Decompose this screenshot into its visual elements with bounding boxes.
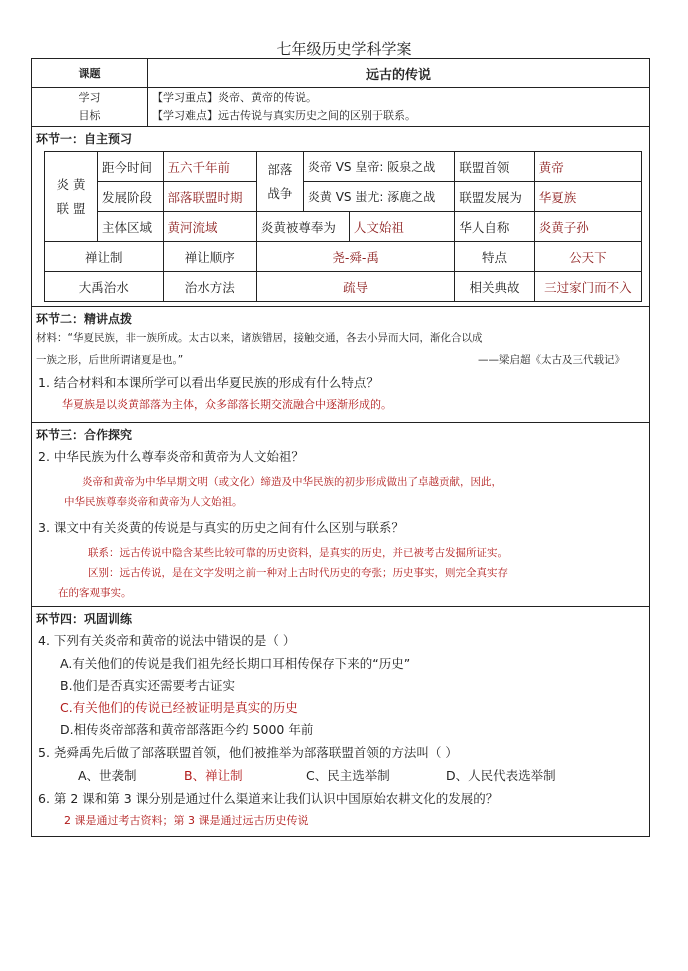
cell-r1-1: 距今时间 bbox=[98, 152, 164, 182]
cell-r1-2: 五六千年前 bbox=[163, 152, 256, 182]
answer-3-line-1: 联系：远古传说中隐含某些比较可靠的历史资料，是真实的历史，并已被考古发掘所证实。 bbox=[88, 547, 508, 559]
q5-option-b: B、禅让制 bbox=[184, 768, 243, 783]
cell-r5-2: 治水方法 bbox=[163, 272, 256, 302]
cell-r1-3: 部落 bbox=[267, 161, 293, 177]
answer-3-line-2: 区别：远古传说，是在文字发明之前一种对上古时代历史的夸张；历史事实，则完全真实存 bbox=[88, 567, 508, 579]
goal-key: 【学习重点】炎帝、黄帝的传说。 bbox=[152, 91, 317, 104]
goal-text bbox=[148, 88, 650, 127]
cell-r2-5: 联盟发展为 bbox=[455, 182, 534, 212]
cell-r2-6: 华夏族 bbox=[534, 182, 641, 212]
cell-r3-3 bbox=[256, 212, 454, 242]
question-3: 3. 课文中有关炎黄的传说是与真实的历史之间有什么区别与联系？ bbox=[38, 520, 404, 535]
cell-r3-4: 人文始祖 bbox=[353, 219, 404, 235]
material-source: ——梁启超《太古及三代载记》 bbox=[478, 354, 625, 366]
cell-r5-4: 相关典故 bbox=[455, 272, 534, 302]
q5-option-c: C、民主选举制 bbox=[306, 768, 390, 783]
cell-buluo-zhanzheng bbox=[256, 152, 303, 212]
question-6: 6. 第 2 课和第 3 课分别是通过什么渠道来让我们认识中国原始农耕文化的发展的？ bbox=[38, 791, 499, 806]
section-3 bbox=[32, 422, 649, 606]
cell-r4-1: 禅让制 bbox=[45, 242, 164, 272]
answer-3-line-3: 在的客观事实。 bbox=[58, 587, 132, 599]
side-label-1: 炎 黄 bbox=[56, 176, 86, 192]
section-2 bbox=[32, 306, 649, 422]
cell-r5-3: 疏导 bbox=[256, 272, 454, 302]
question-4-option-b: B.他们是否真实还需要考古证实 bbox=[60, 678, 236, 693]
material-line-1: 材料：“华夏民族，非一族所成。太古以来，诸族错居，接触交通，各去小异而大同，渐化合以成 bbox=[36, 332, 483, 344]
preview-table bbox=[44, 151, 642, 302]
goal-label-line-2: 目标 bbox=[78, 109, 101, 122]
answer-1: 华夏族是以炎黄部落为主体，众多部落长期交流融合中逐渐形成的。 bbox=[62, 398, 392, 411]
cell-r3-5: 华人自称 bbox=[455, 212, 534, 242]
answer-2-line-2: 中华民族尊奉炎帝和黄帝为人文始祖。 bbox=[64, 496, 243, 508]
topic-value: 远古的传说 bbox=[148, 59, 650, 88]
document-title: 七年级历史学科学案 bbox=[276, 40, 412, 58]
cell-r2-4: 炎黄 VS 蚩尤: 涿鹿之战 bbox=[303, 182, 454, 212]
goal-difficulty: 【学习难点】远古传说与真实历史之间的区别于联系。 bbox=[152, 109, 416, 122]
goal-label-line-1: 学习 bbox=[78, 91, 101, 104]
question-4-option-a: A.有关他们的传说是我们祖先经长期口耳相传保存下来的“历史” bbox=[60, 656, 411, 671]
side-label-2: 联 盟 bbox=[56, 200, 86, 216]
section-4-heading: 环节四：巩固训练 bbox=[36, 612, 133, 626]
cell-r1-6: 黄帝 bbox=[534, 152, 641, 182]
question-2: 2. 中华民族为什么尊奉炎帝和黄帝为人文始祖？ bbox=[38, 449, 304, 464]
cell-r2-2: 部落联盟时期 bbox=[163, 182, 256, 212]
cell-r4-4: 特点 bbox=[455, 242, 534, 272]
question-1: 1. 结合材料和本课所学可以看出华夏民族的形成有什么特点？ bbox=[38, 375, 379, 390]
cell-r5-5: 三过家门而不入 bbox=[534, 272, 641, 302]
section-3-heading: 环节三：合作探究 bbox=[36, 428, 133, 442]
section-2-heading: 环节二：精讲点拨 bbox=[36, 312, 133, 326]
question-5-options bbox=[32, 765, 649, 787]
cell-r5-1: 大禹治水 bbox=[45, 272, 164, 302]
cell-r3-6: 炎黄子孙 bbox=[534, 212, 641, 242]
cell-r4-5: 公天下 bbox=[534, 242, 641, 272]
cell-r2-3: 战争 bbox=[267, 185, 293, 201]
material-line-2 bbox=[32, 349, 649, 371]
q5-option-a: A、世袭制 bbox=[78, 768, 137, 783]
cell-r3-2: 黄河流域 bbox=[163, 212, 256, 242]
topic-label: 课题 bbox=[32, 59, 148, 88]
section-1 bbox=[32, 126, 649, 302]
worksheet bbox=[31, 58, 650, 837]
cell-r4-2: 禅让顺序 bbox=[163, 242, 256, 272]
cell-r2-1: 发展阶段 bbox=[98, 182, 164, 212]
cell-r3-1: 主体区域 bbox=[98, 212, 164, 242]
answer-6: 2 课是通过考古资料；第 3 课是通过远古历史传说 bbox=[64, 814, 309, 827]
cell-r1-5: 联盟首领 bbox=[455, 152, 534, 182]
section-1-heading: 环节一：自主预习 bbox=[36, 132, 133, 146]
answer-2-line-1: 炎帝和黄帝为中华早期文明（或文化）缔造及中华民族的初步形成做出了卓越贡献，因此， bbox=[82, 476, 502, 488]
section-4 bbox=[32, 606, 649, 836]
question-4-option-d: D.相传炎帝部落和黄帝部落距今约 5000 年前 bbox=[60, 722, 314, 737]
cell-r3-3a: 炎黄被尊奉为 bbox=[257, 212, 350, 241]
question-5: 5. 尧舜禹先后做了部落联盟首领，他们被推举为部落联盟首领的方法叫（ ） bbox=[38, 745, 458, 760]
cell-r3-inner bbox=[257, 212, 454, 241]
cell-r1-4: 炎帝 VS 皇帝: 阪泉之战 bbox=[303, 152, 454, 182]
material-line-2-text: 一族之形，后世所谓诸夏是也。” bbox=[36, 354, 184, 366]
question-4: 4. 下列有关炎帝和黄帝的说法中错误的是（ ） bbox=[38, 633, 296, 648]
question-4-option-c: C.有关他们的传说已经被证明是真实的历史 bbox=[60, 700, 298, 715]
cell-r4-3: 尧-舜-禹 bbox=[256, 242, 454, 272]
yanhuang-alliance-label bbox=[45, 152, 98, 242]
header-table bbox=[31, 58, 650, 127]
goal-label bbox=[32, 88, 148, 127]
q5-option-d: D、人民代表选举制 bbox=[446, 768, 556, 783]
